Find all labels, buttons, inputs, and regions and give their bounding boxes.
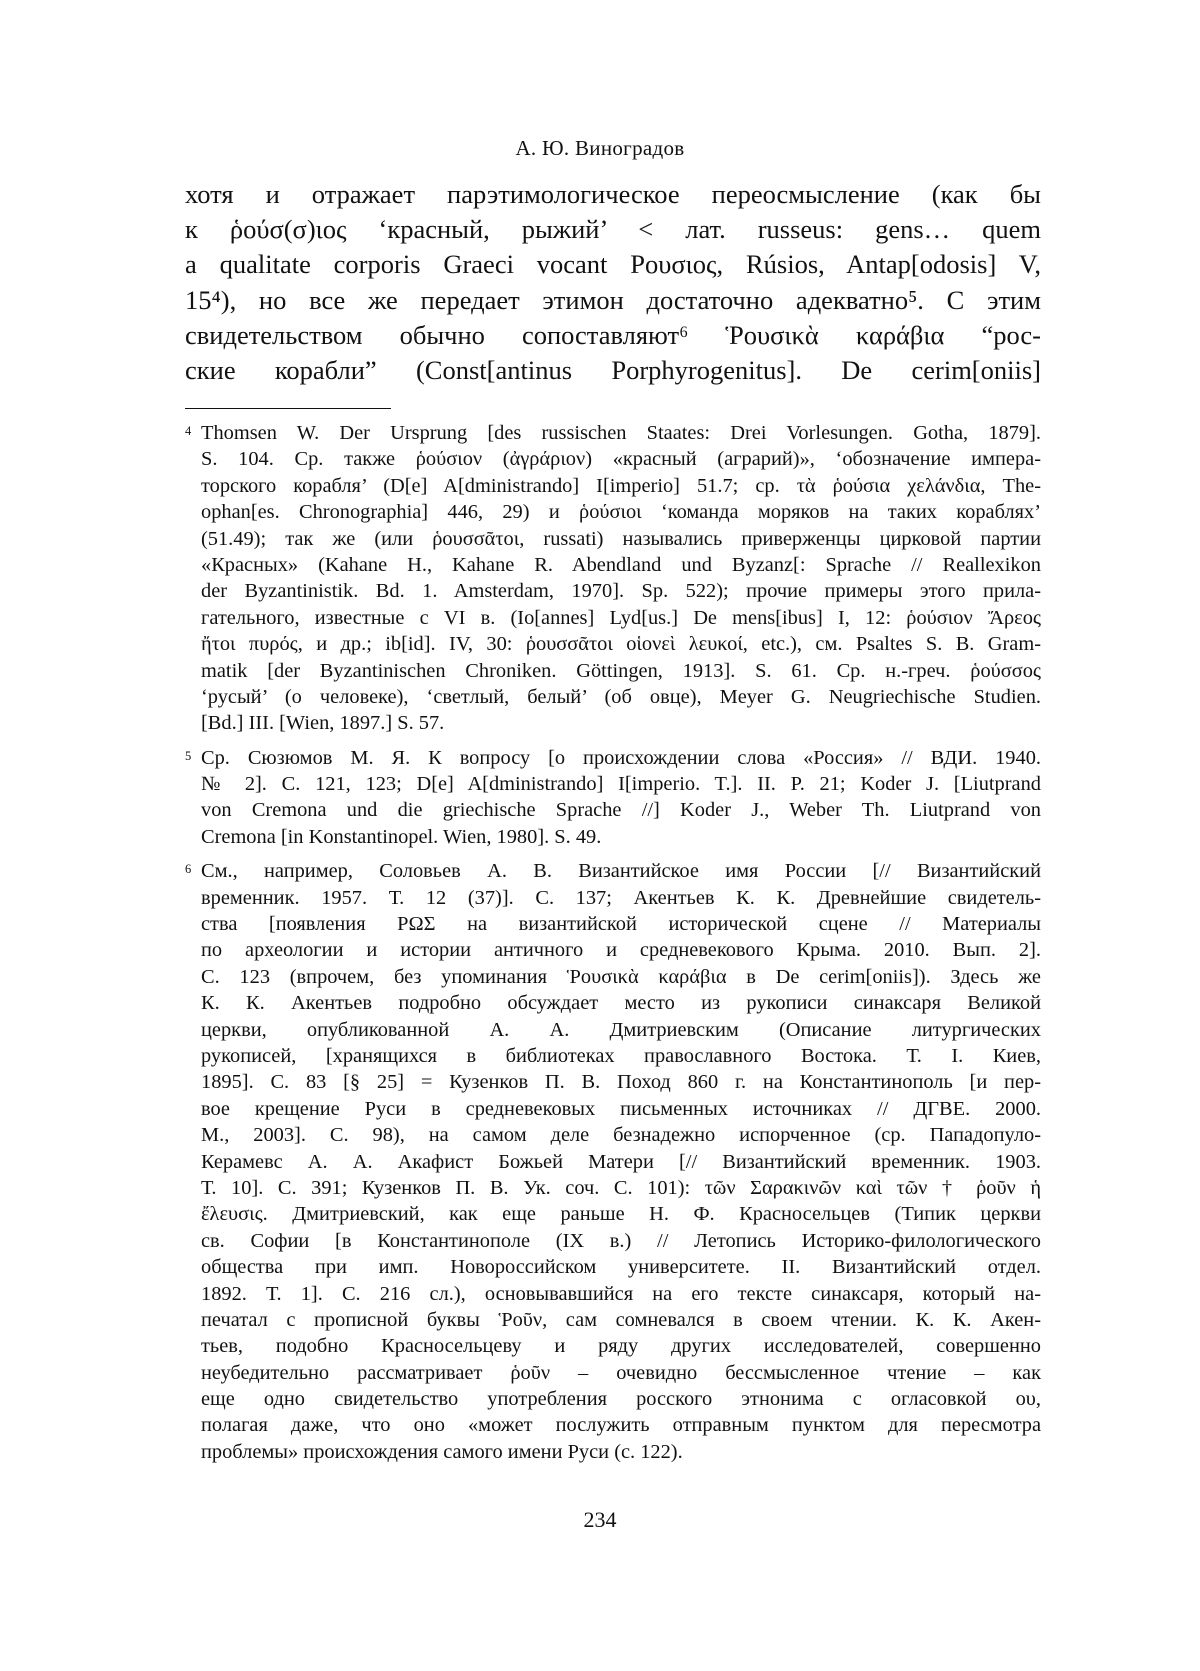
footnote-line: М., 2003]. С. 98), на самом деле безнадежно испорченное (ср. Пападопуло- [201, 1122, 1041, 1148]
footnote-line: печатал с прописной буквы Ῥοῦν, сам сомневался в своем чтении. К. К. Акен- [201, 1307, 1041, 1333]
footnote-mark: 5 [185, 743, 191, 769]
footnote-line: К. К. Акентьев подробно обсуждает место из рукописи синаксаря Великой [201, 990, 1041, 1016]
footnote-4 [185, 420, 1041, 737]
footnote-line: ‘русый’ (о человеке), ‘светлый, белый’ (об овце), Meyer G. Neugriechische Studien. [201, 684, 1041, 710]
footnote-line: гательного, известные с VI в. (Io[annes] Lyd[us.] De mens[ibus] I, 12: ῥούσιον Ἄρεος [201, 605, 1041, 631]
footnote-line: № 2]. С. 121, 123; D[e] A[dministrando] I[imperio. T.]. II. P. 21; Koder J. [Liutprand [201, 771, 1041, 797]
main-text-block [185, 177, 1041, 388]
footnote-line: временник. 1957. Т. 12 (37)]. С. 137; Акентьев К. К. Древнейшие свидетель- [201, 885, 1041, 911]
footnote-separator-rule [185, 408, 391, 409]
footnote-line: неубедительно рассматривает ῥοῦν – очевидно бессмысленное чтение – как [201, 1360, 1041, 1386]
footnote-line: ἤτοι πυρός, и др.; ib[id]. IV, 30: ῥουσσᾶτοι οἱονεὶ λευκοί, etc.), см. Psaltes S. B. Gram- [201, 631, 1041, 657]
footnote-line: S. 104. Ср. также ῥούσιον (ἀγράριον) «красный (аграрий)», ‘обозначение импера- [201, 446, 1041, 472]
footnote-6 [185, 858, 1041, 1465]
book-page [0, 0, 1200, 1671]
footnote-line: вое крещение Руси в средневековых письменных источниках // ДГВЕ. 2000. [201, 1096, 1041, 1122]
footnote-line: der Byzantinistik. Bd. 1. Amsterdam, 1970]. Sp. 522); прочие примеры этого прила- [201, 578, 1041, 604]
footnote-line: von Cremona und die griechische Sprache //] Koder J., Weber Th. Liutprand von [201, 797, 1041, 823]
footnote-line: Т. 10]. С. 391; Кузенков П. В. Ук. соч. С. 101): τῶν Σαρακινῶν καὶ τῶν † ῥοῦν ἡ [201, 1175, 1041, 1201]
footnote-line: (51.49); так же (или ῥουσσᾶτοι, russati) назывались приверженцы цирковой партии [201, 526, 1041, 552]
page-number: 234 [0, 1507, 1200, 1533]
footnote-line: проблемы» происхождения самого имени Руси (с. 122). [201, 1439, 1041, 1465]
footnote-line: св. Софии [в Константинополе (IX в.) // Летопись Историко-филологического [201, 1228, 1041, 1254]
main-text-line: 15⁴), но все же передает этимон достаточно адекватно⁵. С этим [185, 283, 1041, 318]
footnote-line: См., например, Соловьев А. В. Византийское имя России [// Византийский [201, 858, 1041, 884]
main-text-line: к ῥούσ(σ)ιος ‘красный, рыжий’ < лат. russeus: gens… quem [185, 212, 1041, 247]
footnote-mark: 6 [185, 856, 191, 882]
footnote-line: [Bd.] III. [Wien, 1897.] S. 57. [201, 710, 1041, 736]
footnote-line: рукописей, [хранящихся в библиотеках православного Востока. Т. I. Киев, [201, 1043, 1041, 1069]
main-text-line: хотя и отражает парэтимологическое переосмысление (как бы [185, 177, 1041, 212]
running-head: А. Ю. Виноградов [0, 136, 1200, 161]
footnote-line: matik [der Byzantinischen Chroniken. Göttingen, 1913]. S. 61. Ср. н.-греч. ῥούσσος [201, 658, 1041, 684]
main-text-line: свидетельством обычно сопоставляют⁶ Ῥουσικὰ καράβια “рос- [185, 318, 1041, 353]
footnote-line: Thomsen W. Der Ursprung [des russischen Staates: Drei Vorlesungen. Gotha, 1879]. [201, 420, 1041, 446]
footnote-line: Ср. Сюзюмов М. Я. К вопросу [о происхождении слова «Россия» // ВДИ. 1940. [201, 745, 1041, 771]
footnote-line: ства [появления ΡΩΣ на византийской исторической сцене // Материалы [201, 911, 1041, 937]
footnote-line: ophan[es. Chronographia] 446, 29) и ῥούσιοι ‘команда моряков на таких кораблях’ [201, 499, 1041, 525]
footnote-line: 1892. Т. 1]. С. 216 сл.), основывавшийся на его тексте синаксаря, который на- [201, 1281, 1041, 1307]
footnote-line: Cremona [in Konstantinopel. Wien, 1980]. S. 49. [201, 824, 1041, 850]
footnote-line: полагая даже, что оно «может послужить отправным пунктом для пересмотра [201, 1412, 1041, 1438]
footnote-line: еще одно свидетельство употребления росского этнонима с огласовкой ου, [201, 1386, 1041, 1412]
footnotes-block [185, 420, 1041, 1465]
footnote-line: «Красных» (Kahane H., Kahane R. Abendland und Byzanz[: Sprache // Reallexikon [201, 552, 1041, 578]
footnote-line: С. 123 (впрочем, без упоминания Ῥουσικὰ καράβια в De cerim[oniis]). Здесь же [201, 964, 1041, 990]
footnote-line: торского корабля’ (D[e] A[dministrando] I[imperio] 51.7; ср. τὰ ῥούσια χελάνδια, The- [201, 473, 1041, 499]
main-text-line: a qualitate corporis Graeci vocant Ρουσιος, Rúsios, Antap[odosis] V, [185, 247, 1041, 282]
footnote-5 [185, 745, 1041, 851]
footnote-line: церкви, опубликованной А. А. Дмитриевским (Описание литургических [201, 1017, 1041, 1043]
footnote-line: Керамевс А. А. Акафист Божьей Матери [// Византийский временник. 1903. [201, 1149, 1041, 1175]
footnote-mark: 4 [185, 418, 191, 444]
footnote-line: общества при имп. Новороссийском университете. II. Византийский отдел. [201, 1254, 1041, 1280]
main-text-line: ские корабли” (Const[antinus Porphyrogenitus]. De cerim[oniis] [185, 353, 1041, 388]
footnote-line: тьев, подобно Красносельцеву и ряду других исследователей, совершенно [201, 1333, 1041, 1359]
footnote-line: 1895]. С. 83 [§ 25] = Кузенков П. В. Поход 860 г. на Константинополь [и пер- [201, 1069, 1041, 1095]
footnote-line: по археологии и истории античного и средневекового Крыма. 2010. Вып. 2]. [201, 937, 1041, 963]
footnote-line: ἔλευσις. Дмитриевский, как еще раньше Н. Ф. Красносельцев (Типик церкви [201, 1201, 1041, 1227]
